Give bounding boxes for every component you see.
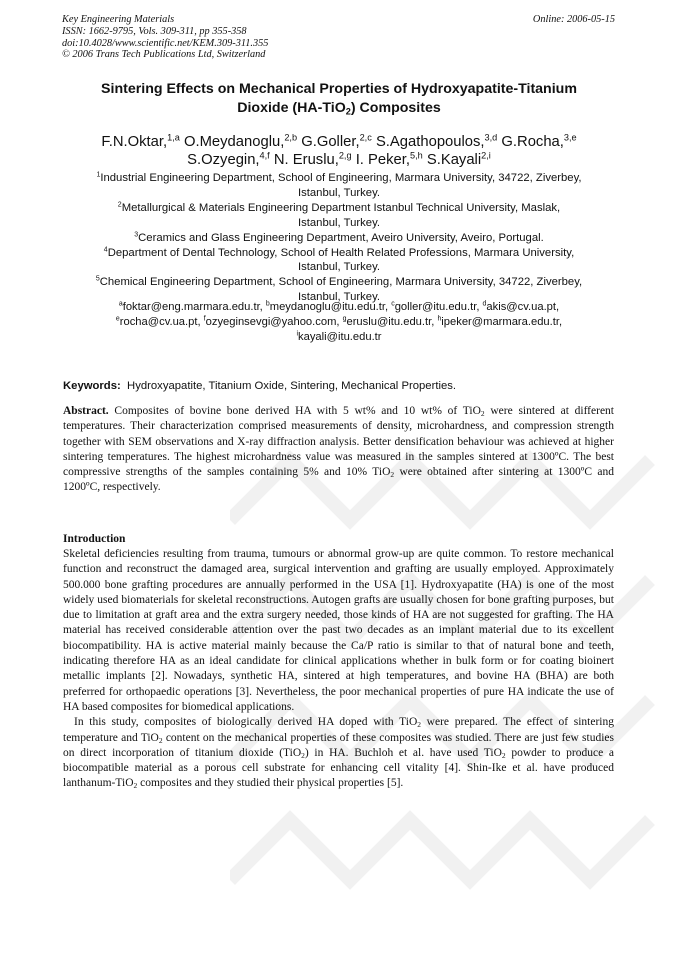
intro-paragraph-2: In this study, composites of biologically derived HA doped with TiO$_2$ were prepared. The effect of sintering temperature and TiO$_2$ content on the mechanical properties of these composites was studied. There are just few studies on direct incorporation of titanium dioxide (TiO$_2$) in HA. Buchloh et al. have used TiO$_2$ powder to produce a biocompatible material as a porous cell substrate for enhancing cell vitality [4]. Shin-Ike et al. have produced lanthanum-TiO$_2$ composites and they studied their physical properties [5].: [63, 716, 614, 791]
affiliation: $^2$Metallurgical & Materials Engineering Department Istanbul Technical University, Maslak, Istanbul, Turkey.: [117, 201, 561, 229]
journal-header: [62, 14, 482, 61]
author-line-2: [40, 149, 638, 170]
author: G.Goller,$^{2,c}$: [301, 132, 372, 150]
email-link[interactable]: $^h$ipeker@marmara.edu.tr,: [437, 315, 563, 329]
email-link[interactable]: $^a$foktar@eng.marmara.edu.tr,: [118, 300, 263, 313]
email-link[interactable]: $^b$meydanoglu@itu.edu.tr,: [265, 300, 389, 313]
journal-name: Key Engineering Materials: [62, 14, 175, 25]
author: I. Peker,$^{5,h}$: [355, 149, 423, 168]
affiliation: $^5$Chemical Engineering Department, School of Engineering, Marmara University, 34722, Ziverbey, Istanbul, Turkey.: [95, 276, 583, 304]
title-line-2: Dioxide (HA-TiO$_2$) Composites: [237, 99, 441, 116]
affiliation: $^3$Ceramics and Glass Engineering Department, Aveiro University, Aveiro, Portugal.: [134, 231, 544, 244]
paper-title: [40, 80, 638, 117]
affiliation: $^4$Department of Dental Technology, School of Health Related Professions, Marmara University, Istanbul, Turkey.: [103, 246, 575, 274]
author: O.Meydanoglu,$^{2,b}$: [183, 132, 298, 150]
keywords-text: Hydroxyapatite, Titanium Oxide, Sintering, Mechanical Properties.: [127, 380, 457, 392]
email-list: [56, 300, 622, 346]
introduction-body: [63, 547, 614, 792]
intro-paragraph-1: Skeletal deficiencies resulting from trauma, tumours or abnormal grow-up are quite common. To restore mechanical function and reconstruct the damaged area, surgical intervention and grafting are usually employed. Approximately 500.000 bone grafting procedures are annually performed in the USA [1]. Hydroxyapatite (HA) is one of the most widely used biomaterials for skeletal reconstructions. Autogen grafts are usually chosen for bone grafting purposes, but due to limitation at graft area and the extra surgery needed, those kinds of HA are not suggested for grafting. The HA material has received considerable attention over the past two decades as an implant material due to its excellent biocompatibility. HA is active material mainly because the Ca/P ratio is similar to that of natural bone and teeth, indicating therefore HA as an ideal candidate for clinical applications whether in bulk form or for coating bioinert metallic implants [2]. Nowadays, synthetic HA, sintered at high temperatures, and bovine HA (BHA) are both preferred for orthopaedic operations [3]. Nevertheless, the poor mechanical properties of pure HA indicate the use of HA based composites for biomedical applications.: [63, 548, 614, 713]
author: F.N.Oktar,$^{1,a}$: [101, 132, 180, 150]
email-link[interactable]: $^d$akis@cv.ua.pt,: [482, 300, 560, 313]
affiliation: $^1$Industrial Engineering Department, School of Engineering, Marmara University, 34722, Ziverbey, Istanbul, Turkey.: [96, 171, 582, 199]
email-line-1: [56, 300, 622, 315]
keywords: [63, 380, 623, 392]
issn-line: ISSN: 1662-9795, Vols. 309-311, pp 355-358: [62, 25, 247, 37]
email-line-2: [56, 315, 622, 330]
abstract-label: Abstract.: [63, 405, 109, 417]
email-line-3: [56, 330, 622, 345]
abstract-text: Composites of bovine bone derived HA with 5 wt% and 10 wt% of TiO$_2$ were sintered at different temperatures. Their characterization comprised measurements of density, microhardness, and compression strength together with SEM observations and X-ray diffraction analysis. Better densification behaviour was achieved at higher sintering temperatures. The highest microhardness value was measured in the samples sintered at 1300ºC. The best compressive strengths of the samples containing 5% and 10% TiO$_2$ were obtained after sintering at 1300ºC and 1200ºC, respectively.: [63, 405, 615, 494]
abstract: [63, 404, 614, 496]
doi-link[interactable]: doi:10.4028/www.scientific.net/KEM.309-311.355: [62, 37, 269, 49]
author: S.Agathopoulos,$^{3,d}$: [375, 132, 498, 150]
email-link[interactable]: $^e$rocha@cv.ua.pt,: [115, 315, 201, 329]
author: N. Eruslu,$^{2,g}$: [273, 149, 352, 168]
author-list: [40, 134, 638, 169]
author: S.Ozyegin,$^{4,f}$: [187, 149, 270, 168]
copyright-line: © 2006 Trans Tech Publications Ltd, Switzerland: [62, 49, 266, 61]
affiliation-list: [56, 171, 622, 305]
author: G.Rocha,$^{3,e}$: [501, 132, 577, 150]
introduction-heading: Introduction: [63, 533, 126, 545]
online-date: Online: 2006-05-15: [532, 14, 615, 25]
author: S.Kayali$^{2,i}$: [426, 149, 491, 168]
email-link[interactable]: $^g$eruslu@itu.edu.tr,: [342, 315, 435, 329]
title-line-1: Sintering Effects on Mechanical Properties of Hydroxyapatite-Titanium: [101, 81, 577, 97]
email-link[interactable]: $^i$kayali@itu.edu.tr: [296, 331, 382, 344]
keywords-label: Keywords:: [63, 380, 121, 392]
email-link[interactable]: $^c$goller@itu.edu.tr,: [391, 300, 480, 313]
email-link[interactable]: $^f$ozyeginsevgi@yahoo.com,: [203, 315, 340, 329]
